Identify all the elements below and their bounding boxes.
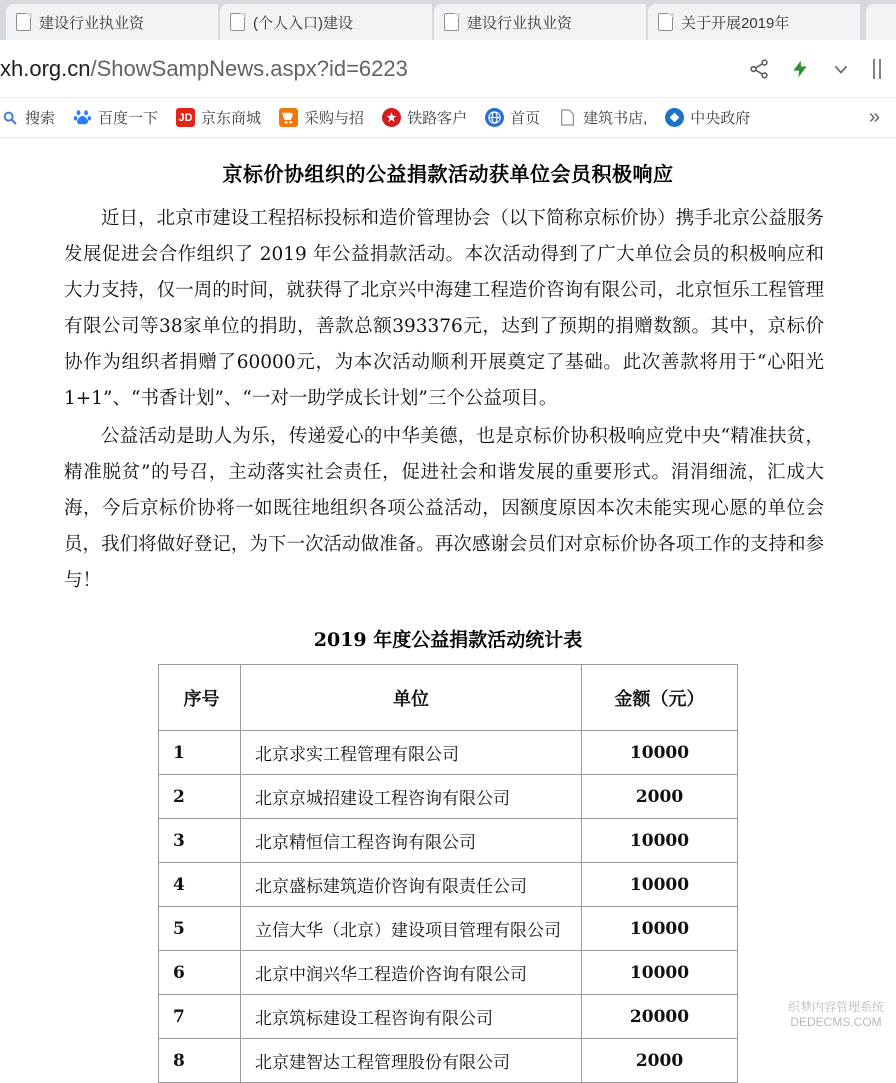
lightning-icon[interactable] <box>790 58 810 80</box>
tab-title: 关于开展2019年 <box>681 14 790 32</box>
page-icon <box>558 108 577 127</box>
cell-unit: 北京建智达工程管理股份有限公司 <box>241 1039 582 1083</box>
tab-title: 建设行业执业资 <box>467 14 573 32</box>
browser-tab-partial[interactable] <box>866 4 896 40</box>
rail-icon <box>382 108 401 127</box>
globe-icon <box>485 108 504 127</box>
tab-title-fade <box>184 4 218 40</box>
cell-amount: 2000 <box>582 775 738 819</box>
share-icon[interactable] <box>748 58 770 80</box>
tab-title-fade <box>826 4 860 40</box>
column-header-unit: 单位 <box>241 665 582 731</box>
cell-unit: 北京京城招建设工程咨询有限公司 <box>241 775 582 819</box>
tab-title: (个人入口)建设 <box>253 14 353 32</box>
page-icon <box>658 13 673 31</box>
table-row <box>159 907 738 951</box>
bookmark-label: 京东商城 <box>201 110 262 127</box>
url-host: xh.org.cn <box>0 55 91 81</box>
bookmark-item-home[interactable] <box>485 107 540 128</box>
article-paragraph: 公益活动是助人为乐，传递爱心的中华美德，也是京标价协积极响应党中央“精准扶贫，精准脱贫”的号召，主动落实社会责任，促进社会和谐发展的重要形式。涓涓细流，汇成大海，今后京标价协将一如既往地组织各项公益活动，因额度原因本次未能实现心愿的单位会员，我们将做好登记，为下一次活动做准备。再次感谢会员们对京标价协各项工作的支持和参与！ <box>64 426 824 591</box>
cell-no: 5 <box>159 907 241 951</box>
bookmark-item-procurement[interactable] <box>279 107 364 128</box>
cell-amount: 10000 <box>582 731 738 775</box>
gov-icon <box>665 108 684 127</box>
table-row <box>159 731 738 775</box>
bookmark-item-railway[interactable] <box>382 107 467 128</box>
page-icon <box>444 13 459 31</box>
cell-amount: 10000 <box>582 951 738 995</box>
table-row <box>159 819 738 863</box>
page-title: 京标价协组织的公益捐款活动获单位会员积极响应 <box>222 162 674 186</box>
page-content <box>0 138 896 1073</box>
page-icon <box>16 13 31 31</box>
bookmark-label: 铁路客户 <box>407 110 468 127</box>
watermark <box>788 1000 884 1030</box>
tab-title: 建设行业执业资 <box>39 14 145 32</box>
jd-icon: JD <box>176 108 195 127</box>
donation-table <box>158 664 738 1083</box>
table-row <box>159 951 738 995</box>
bookmark-label: 建筑书店, <box>583 110 648 127</box>
cell-unit: 北京筑标建设工程咨询有限公司 <box>241 995 582 1039</box>
baidu-icon <box>73 108 92 127</box>
bookmark-label: 采购与招 <box>304 110 365 127</box>
menu-icon[interactable] <box>872 57 882 81</box>
watermark-line1: 织梦内容管理系统 <box>787 1000 884 1014</box>
cell-amount: 10000 <box>582 907 738 951</box>
address-bar[interactable] <box>0 40 896 98</box>
cell-unit: 北京盛标建筑造价咨询有限责任公司 <box>241 863 582 907</box>
cell-no: 7 <box>159 995 241 1039</box>
omnibox-actions <box>748 57 882 81</box>
cell-amount: 20000 <box>582 995 738 1039</box>
cell-unit: 北京求实工程管理有限公司 <box>241 731 582 775</box>
article-body <box>0 201 896 599</box>
page-icon <box>230 13 245 31</box>
bookmark-label: 搜索 <box>25 110 56 127</box>
cell-no: 1 <box>159 731 241 775</box>
url-text[interactable] <box>0 56 748 82</box>
cell-no: 6 <box>159 951 241 995</box>
cell-unit: 立信大华（北京）建设项目管理有限公司 <box>241 907 582 951</box>
table-row <box>159 1039 738 1083</box>
bookmark-item-bookstore[interactable] <box>558 107 647 128</box>
cell-no: 3 <box>159 819 241 863</box>
cell-no: 8 <box>159 1039 241 1083</box>
table-header-row <box>159 665 738 731</box>
bookmark-item-jd[interactable] <box>176 107 261 128</box>
cell-unit: 北京中润兴华工程造价咨询有限公司 <box>241 951 582 995</box>
table-row <box>159 995 738 1039</box>
tab-title-fade <box>398 4 432 40</box>
article-paragraph: 近日，北京市建设工程招标投标和造价管理协会（以下简称京标价协）携手北京公益服务发展促进会合作组织了 2019 年公益捐款活动。本次活动得到了广大单位会员的积极响应和大力支持，仅一周的时间，就获得了北京兴中海建工程造价咨询有限公司，北京恒乐工程管理有限公司等38家单位的捐助，善款总额393376元，达到了预期的捐赠数额。其中，京标价协作为组织者捐赠了60000元，为本次活动顺利开展奠定了基础。此次善款将用于“心阳光1+1”、“书香计划”、“一对一助学成长计划”三个公益项目。 <box>64 208 824 409</box>
bookmark-item-gov[interactable] <box>665 107 750 128</box>
cell-amount: 10000 <box>582 863 738 907</box>
browser-tab[interactable] <box>434 4 646 40</box>
cell-no: 2 <box>159 775 241 819</box>
bookmark-label: 百度一下 <box>98 110 159 127</box>
bookmarks-bar <box>0 98 896 138</box>
cell-unit: 北京精恒信工程咨询有限公司 <box>241 819 582 863</box>
cell-no: 4 <box>159 863 241 907</box>
chevron-down-icon[interactable] <box>830 58 852 80</box>
bookmark-label: 首页 <box>510 110 541 127</box>
table-row <box>159 863 738 907</box>
tab-title-fade <box>612 4 646 40</box>
cell-amount: 2000 <box>582 1039 738 1083</box>
url-path: /ShowSampNews.aspx?id=6223 <box>90 55 408 81</box>
bookmark-item-baidu[interactable] <box>73 107 158 128</box>
table-row <box>159 775 738 819</box>
table-caption: 2019 年度公益捐款活动统计表 <box>313 629 583 651</box>
browser-tab-strip <box>0 0 896 40</box>
browser-tab-active[interactable] <box>648 4 860 40</box>
bookmark-label: 中央政府 <box>690 110 751 127</box>
column-header-no: 序号 <box>159 665 241 731</box>
cg-icon <box>279 108 298 127</box>
column-header-amount: 金额（元） <box>582 665 738 731</box>
browser-tab[interactable] <box>220 4 432 40</box>
browser-tab[interactable] <box>6 4 218 40</box>
magnifier-icon <box>0 108 19 127</box>
watermark-line2: DEDECMS.COM <box>790 1015 882 1029</box>
bookmark-item-search[interactable] <box>0 107 55 128</box>
bookmarks-overflow-button[interactable]: » <box>868 106 880 128</box>
cell-amount: 10000 <box>582 819 738 863</box>
